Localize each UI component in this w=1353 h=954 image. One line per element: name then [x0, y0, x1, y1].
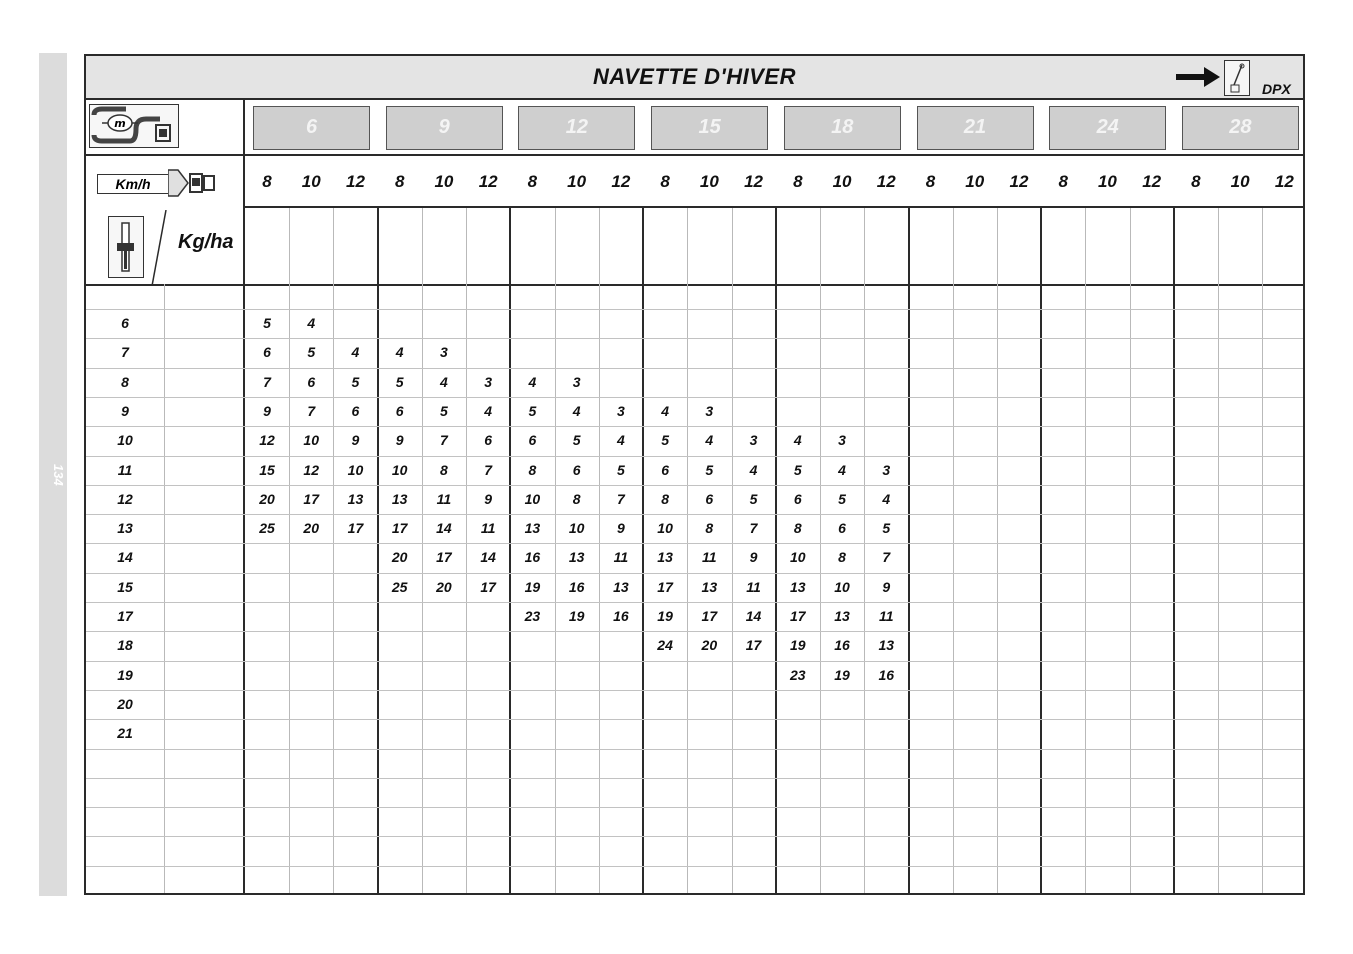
- table-cell: 13: [657, 549, 673, 566]
- table-cell: 15: [259, 461, 275, 478]
- table-cell: 5: [882, 520, 891, 537]
- working-width-21: 21: [917, 106, 1034, 150]
- working-width-icon: [89, 104, 179, 148]
- speed-label: 10: [301, 172, 321, 191]
- rate-label-17: 17: [117, 608, 133, 624]
- model-code: DPX: [1262, 81, 1291, 97]
- page-title: NAVETTE D'HIVER: [592, 64, 796, 89]
- table-cell: 23: [524, 608, 541, 624]
- speed-label: 8: [527, 172, 538, 191]
- rate-label-13: 13: [117, 520, 133, 537]
- row-line: [86, 514, 1303, 515]
- speed-label: 10: [699, 172, 719, 191]
- rate-label-9: 9: [121, 402, 129, 419]
- table-cell: 6: [484, 432, 493, 449]
- title-bar: [86, 56, 1303, 100]
- table-cell: 13: [790, 578, 806, 595]
- row-line: [86, 368, 1303, 369]
- table-cell: 20: [436, 578, 452, 595]
- speed-label: 10: [1097, 172, 1117, 191]
- row-line: [86, 807, 1303, 808]
- table-cell: 8: [661, 490, 669, 507]
- table-cell: 19: [657, 608, 673, 624]
- row-line: [86, 338, 1303, 339]
- header-bottom-border: [86, 284, 1303, 286]
- table-cell: 7: [484, 461, 493, 478]
- row-line: [86, 690, 1303, 691]
- table-cell: 7: [882, 549, 891, 566]
- table-cell: 13: [701, 578, 718, 595]
- table-cell: 6: [838, 520, 846, 537]
- table-cell: 6: [572, 461, 581, 478]
- table-cell: 9: [616, 520, 625, 537]
- table-cell: 4: [351, 344, 360, 361]
- working-width-9: 9: [386, 106, 503, 150]
- table-cell: 4: [484, 402, 493, 419]
- row-line: [86, 866, 1303, 867]
- table-cell: 20: [303, 520, 319, 537]
- row-line: [86, 749, 1303, 750]
- speed-label: 10: [434, 172, 454, 191]
- sub-column-divider: [333, 208, 334, 893]
- table-cell: 6: [705, 490, 714, 507]
- row-line: [86, 543, 1303, 544]
- speed-label: 10: [832, 172, 852, 191]
- calibration-table: [84, 54, 1305, 895]
- table-cell: 5: [838, 490, 846, 507]
- table-cell: 4: [749, 461, 758, 478]
- table-cell: 20: [391, 549, 408, 566]
- working-width-15: 15: [651, 106, 768, 150]
- table-cell: 8: [572, 490, 581, 507]
- table-cell: 7: [749, 520, 758, 537]
- row-line: [86, 778, 1303, 779]
- table-cell: 6: [307, 373, 316, 390]
- table-cell: 4: [661, 402, 669, 419]
- speed-label: 8: [925, 172, 936, 191]
- speed-label: 10: [567, 172, 587, 191]
- table-cell: 4: [440, 373, 448, 390]
- svg-text:m: m: [114, 117, 126, 130]
- table-cell: 9: [263, 402, 271, 419]
- speed-label: 8: [1058, 172, 1068, 191]
- table-cell: 9: [484, 490, 493, 507]
- speed-label: 12: [876, 172, 896, 191]
- table-cell: 17: [480, 578, 496, 595]
- table-cell: 4: [882, 490, 891, 507]
- table-cell: 25: [391, 578, 408, 595]
- table-cell: 16: [524, 549, 541, 566]
- speed-label: 10: [1230, 172, 1250, 191]
- table-cell: 5: [351, 373, 360, 390]
- table-cell: 8: [528, 461, 537, 478]
- speed-label: 8: [1191, 172, 1201, 191]
- table-cell: 3: [882, 461, 891, 478]
- table-cell: 8: [793, 520, 802, 537]
- table-cell: 19: [834, 666, 850, 683]
- rate-label-20: 20: [117, 695, 133, 712]
- table-cell: 17: [347, 520, 364, 537]
- table-cell: 4: [616, 432, 625, 449]
- spreader-setting-icon: [1224, 60, 1250, 96]
- rate-slider-icon: [108, 216, 144, 278]
- table-cell: 5: [705, 461, 714, 478]
- table-cell: 7: [307, 402, 316, 419]
- row-line: [86, 397, 1303, 398]
- table-cell: 5: [307, 344, 316, 361]
- table-cell: 17: [303, 490, 319, 507]
- sub-column-divider: [1085, 208, 1086, 893]
- table-cell: 11: [746, 578, 761, 595]
- speed-unit-label: Km/h: [97, 174, 169, 194]
- table-cell: 8: [705, 520, 714, 537]
- sub-column-divider: [289, 208, 290, 893]
- table-cell: 10: [347, 461, 364, 478]
- table-cell: 11: [702, 549, 717, 566]
- table-cell: 4: [395, 344, 404, 361]
- speed-label: 8: [660, 172, 670, 191]
- table-cell: 5: [793, 461, 802, 478]
- table-cell: 17: [436, 549, 452, 566]
- rate-label-8: 8: [121, 373, 129, 390]
- table-cell: 17: [391, 520, 408, 537]
- rate-label-18: 18: [117, 637, 133, 654]
- speed-label: 12: [744, 172, 764, 191]
- width-row-border: [86, 154, 1303, 156]
- table-cell: 10: [391, 461, 408, 478]
- row-line: [86, 661, 1303, 662]
- table-cell: 14: [480, 549, 496, 566]
- sub-column-divider: [1262, 208, 1263, 893]
- page-number: 134: [51, 464, 66, 486]
- rate-label-6: 6: [121, 315, 129, 331]
- table-cell: 5: [616, 461, 625, 478]
- table-cell: 3: [749, 432, 758, 449]
- table-cell: 13: [347, 490, 364, 507]
- rate-label-19: 19: [117, 666, 133, 683]
- table-cell: 16: [568, 578, 585, 595]
- table-cell: 9: [882, 578, 891, 595]
- table-cell: 6: [263, 344, 271, 361]
- table-cell: 13: [391, 490, 408, 507]
- table-cell: 11: [878, 608, 894, 624]
- speed-label: 12: [1142, 172, 1162, 191]
- table-cell: 6: [528, 432, 537, 449]
- row-line: [86, 602, 1303, 603]
- table-cell: 19: [790, 637, 806, 654]
- rate-label-21: 21: [117, 725, 133, 742]
- table-cell: 23: [790, 666, 806, 683]
- table-cell: 8: [440, 461, 448, 478]
- table-cell: 10: [657, 520, 673, 537]
- rate-label-14: 14: [117, 549, 133, 566]
- table-cell: 16: [613, 608, 629, 624]
- table-cell: 16: [834, 637, 850, 654]
- table-cell: 11: [613, 549, 629, 566]
- speed-label: 12: [478, 172, 498, 191]
- speed-label: 12: [611, 172, 631, 191]
- table-cell: 13: [524, 520, 541, 537]
- speed-label: 8: [793, 172, 803, 191]
- row-line: [86, 719, 1303, 720]
- table-cell: 5: [440, 402, 448, 419]
- table-cell: 12: [303, 461, 319, 478]
- table-cell: 16: [878, 666, 895, 683]
- row-line: [86, 309, 1303, 310]
- sub-column-divider: [1130, 208, 1131, 893]
- speed-label: 12: [345, 172, 365, 191]
- table-cell: 3: [616, 402, 625, 419]
- table-cell: 20: [259, 490, 275, 507]
- sub-column-divider: [953, 208, 954, 893]
- rate-unit-label: Kg/ha: [178, 231, 234, 253]
- rate-label-12: 12: [117, 490, 133, 507]
- table-cell: 20: [701, 637, 718, 654]
- table-cell: 5: [395, 373, 404, 390]
- sub-column-divider: [997, 208, 998, 893]
- table-cell: 5: [528, 402, 537, 419]
- table-cell: 13: [834, 608, 850, 624]
- table-cell: 17: [657, 578, 673, 595]
- speed-label: 10: [965, 172, 985, 191]
- table-cell: 11: [480, 520, 496, 537]
- table-cell: 4: [705, 432, 714, 449]
- table-cell: 17: [790, 608, 806, 624]
- table-cell: 5: [661, 432, 669, 449]
- table-cell: 13: [568, 549, 585, 566]
- working-width-18: 18: [784, 106, 901, 150]
- working-width-12: 12: [518, 106, 635, 150]
- table-cell: 11: [436, 490, 452, 507]
- table-cell: 13: [878, 637, 895, 654]
- rate-label-11: 11: [117, 461, 133, 478]
- table-cell: 10: [524, 490, 541, 507]
- table-cell: 3: [705, 402, 714, 419]
- table-cell: 4: [793, 432, 802, 449]
- table-cell: 14: [436, 520, 452, 537]
- table-cell: 10: [834, 578, 850, 595]
- table-cell: 8: [838, 549, 846, 566]
- table-cell: 24: [657, 637, 673, 654]
- table-cell: 19: [524, 578, 541, 595]
- working-width-28: 28: [1182, 106, 1299, 150]
- rate-label-15: 15: [117, 578, 133, 595]
- speed-label: 12: [1009, 172, 1029, 191]
- rate-label-10: 10: [117, 432, 133, 449]
- table-cell: 3: [440, 344, 448, 361]
- row-line: [86, 456, 1303, 457]
- table-cell: 19: [568, 608, 585, 624]
- rate-label-7: 7: [121, 344, 129, 361]
- table-cell: 25: [259, 520, 275, 537]
- working-width-6: 6: [253, 106, 370, 150]
- table-cell: 17: [701, 608, 718, 624]
- row-line: [86, 485, 1303, 486]
- row-line: [86, 631, 1303, 632]
- working-width-24: 24: [1049, 106, 1166, 150]
- table-cell: 6: [351, 402, 360, 419]
- table-cell: 5: [263, 315, 271, 331]
- table-cell: 6: [661, 461, 669, 478]
- table-cell: 6: [395, 402, 404, 419]
- table-cell: 3: [484, 373, 493, 390]
- table-cell: 4: [572, 402, 581, 419]
- table-cell: 10: [790, 549, 806, 566]
- rate-column-divider: [164, 284, 165, 893]
- table-cell: 12: [259, 432, 275, 449]
- table-cell: 10: [303, 432, 319, 449]
- table-cell: 4: [838, 461, 846, 478]
- arrow-right-icon: [1176, 66, 1220, 88]
- table-cell: 13: [613, 578, 629, 595]
- table-cell: 7: [440, 432, 448, 449]
- table-cell: 14: [745, 608, 762, 624]
- table-cell: 4: [528, 373, 537, 390]
- table-cell: 5: [572, 432, 581, 449]
- tractor-icon: [168, 164, 216, 202]
- table-cell: 9: [395, 432, 404, 449]
- table-cell: 7: [616, 490, 625, 507]
- row-line: [86, 573, 1303, 574]
- table-cell: 9: [749, 549, 758, 566]
- speed-label: 8: [262, 172, 272, 191]
- table-cell: 3: [838, 432, 846, 449]
- table-cell: 3: [572, 373, 581, 390]
- speed-label: 8: [394, 172, 405, 191]
- table-cell: 9: [351, 432, 360, 449]
- table-cell: 4: [307, 315, 316, 331]
- row-line: [86, 836, 1303, 837]
- row-line: [86, 426, 1303, 427]
- header-divider: [150, 210, 168, 286]
- table-cell: 7: [263, 373, 271, 390]
- table-cell: 10: [568, 520, 585, 537]
- speed-label: 12: [1274, 172, 1294, 191]
- sub-column-divider: [1218, 208, 1219, 893]
- table-cell: 6: [793, 490, 802, 507]
- table-cell: 5: [749, 490, 758, 507]
- table-cell: 17: [745, 637, 762, 654]
